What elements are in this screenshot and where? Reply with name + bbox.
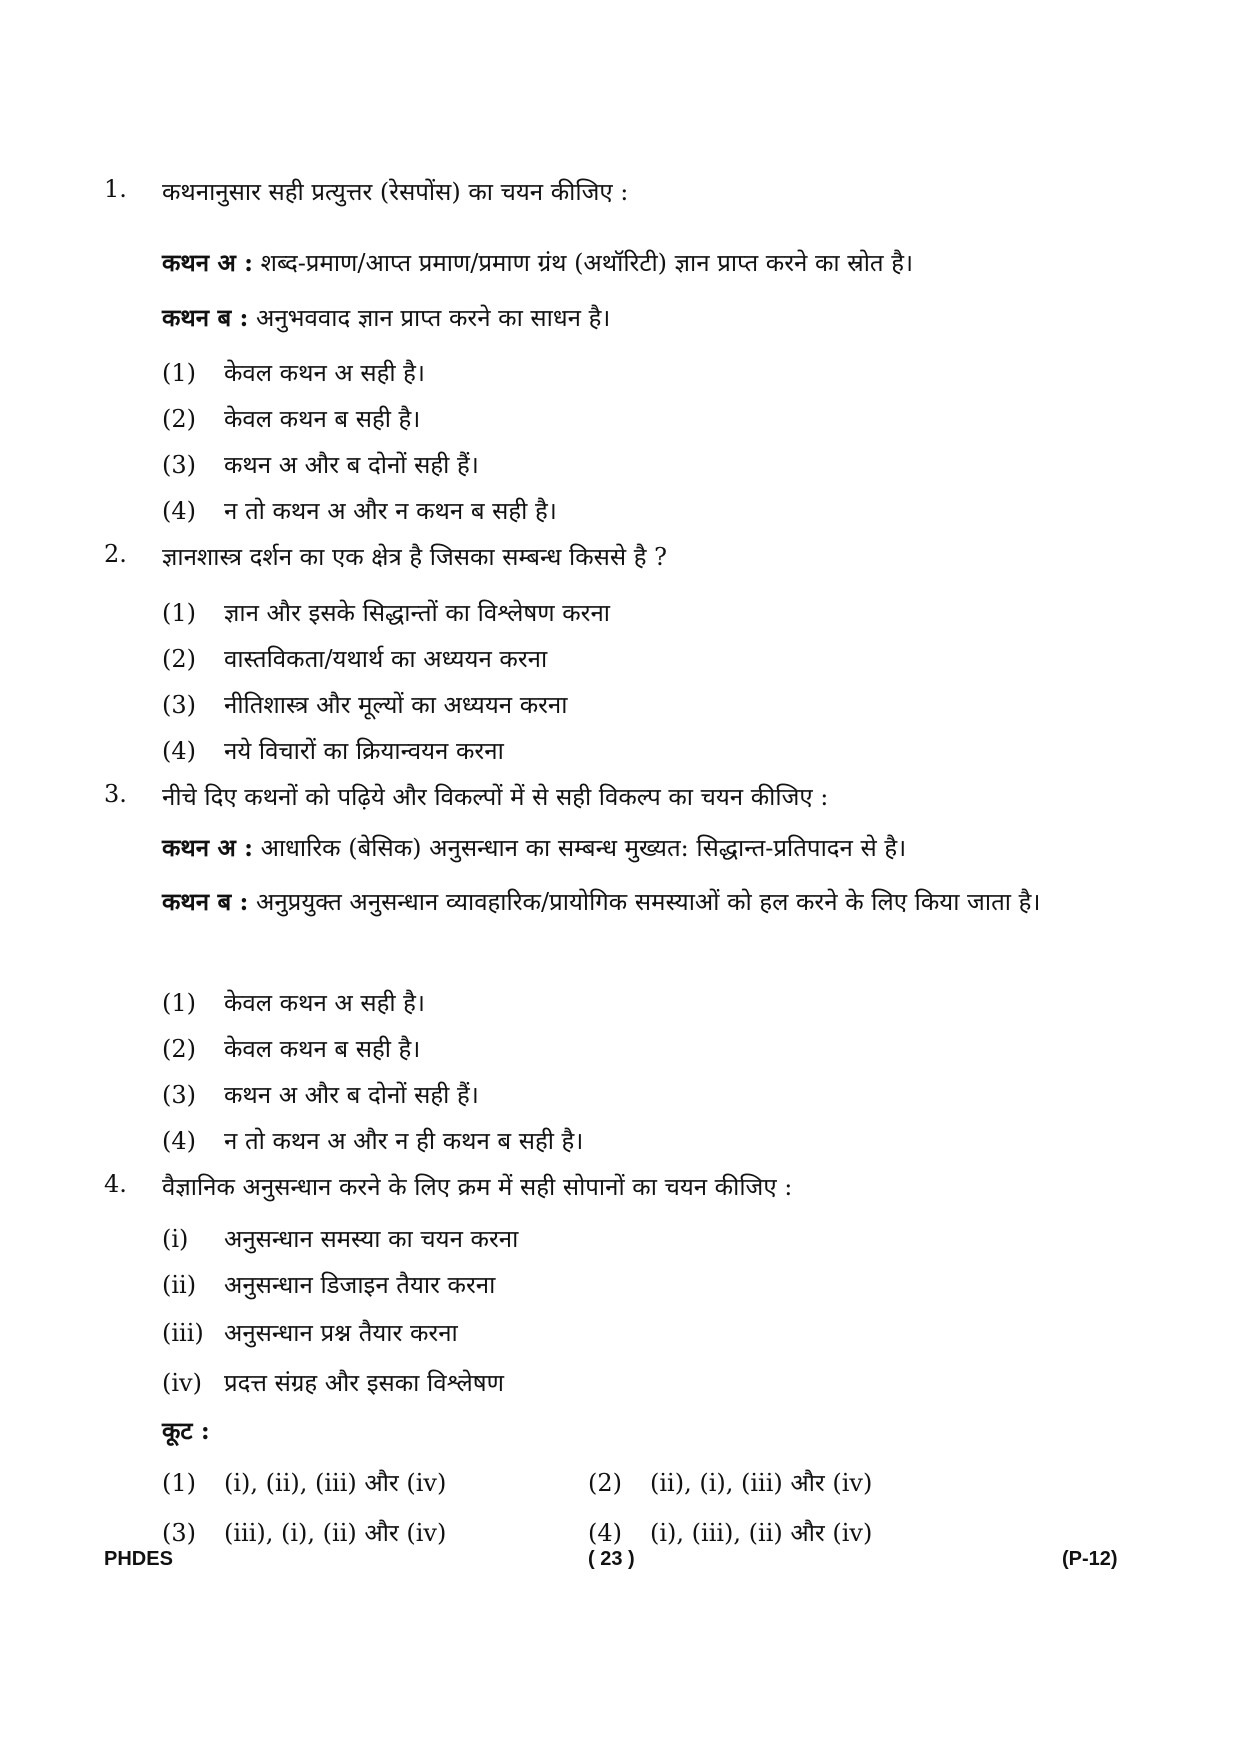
code-option-1 <box>162 1466 446 1499</box>
option-text: (i), (ii), (iii) और (iv) <box>224 1469 447 1497</box>
option-3 <box>162 1078 479 1111</box>
step-i <box>162 1222 518 1255</box>
step-iv <box>162 1366 504 1399</box>
option-text: (iii), (i), (ii) और (iv) <box>224 1519 447 1547</box>
option-text: केवल कथन ब सही है। <box>224 1035 421 1063</box>
question-number: 1. <box>104 175 127 203</box>
statement-label: कथन ब : <box>162 303 249 332</box>
statement-b <box>162 296 1137 340</box>
option-text: (ii), (i), (iii) और (iv) <box>650 1469 873 1497</box>
option-number: (4) <box>162 737 196 765</box>
statement-b <box>162 880 1137 924</box>
step-text: अनुसन्धान डिजाइन तैयार करना <box>224 1271 496 1299</box>
option-text: केवल कथन अ सही है। <box>224 359 426 387</box>
option-number: (2) <box>162 645 196 673</box>
code-option-3 <box>162 1516 446 1549</box>
option-number: (4) <box>162 497 196 525</box>
option-number: (4) <box>588 1519 622 1547</box>
option-number: (1) <box>162 1469 196 1497</box>
option-text: कथन अ और ब दोनों सही हैं। <box>224 1081 479 1109</box>
statement-label: कथन अ : <box>162 248 253 277</box>
statement-label: कथन अ : <box>162 833 253 862</box>
statement-text: अनुभववाद ज्ञान प्राप्त करने का साधन है। <box>256 304 611 332</box>
code-label: कूट : <box>162 1416 210 1445</box>
option-text: वास्तविकता/यथार्थ का अध्ययन करना <box>224 645 548 673</box>
option-text: ज्ञान और इसके सिद्धान्तों का विश्लेषण करना <box>224 599 610 627</box>
option-2 <box>162 642 547 675</box>
option-1 <box>162 986 425 1019</box>
option-number: (2) <box>162 405 196 433</box>
option-number: (3) <box>162 1081 196 1109</box>
question-text: नीचे दिए कथनों को पढ़िये और विकल्पों में से सही विकल्प का चयन कीजिए : <box>162 783 829 811</box>
option-1 <box>162 596 610 629</box>
statement-a <box>162 241 1137 285</box>
option-4 <box>162 1124 583 1157</box>
option-text: न तो कथन अ और न कथन ब सही है। <box>224 497 557 525</box>
option-text: नीतिशास्त्र और मूल्यों का अध्ययन करना <box>224 691 568 719</box>
option-number: (2) <box>588 1469 622 1497</box>
page-number: ( 23 ) <box>588 1548 635 1570</box>
option-4 <box>162 494 557 527</box>
step-number: (i) <box>162 1225 189 1253</box>
option-number: (1) <box>162 599 196 627</box>
code-option-2 <box>588 1466 872 1499</box>
option-text: (i), (iii), (ii) और (iv) <box>650 1519 873 1547</box>
statement-text: अनुप्रयुक्त अनुसन्धान व्यावहारिक/प्रायोगिक समस्याओं को हल करने के लिए किया जाता है। <box>256 888 1041 916</box>
statement-text: आधारिक (बेसिक) अनुसन्धान का सम्बन्ध मुख्यत: सिद्धान्त-प्रतिपादन से है। <box>260 834 907 862</box>
step-text: प्रदत्त संग्रह और इसका विश्लेषण <box>224 1369 504 1397</box>
statement-text: शब्द-प्रमाण/आप्त प्रमाण/प्रमाण ग्रंथ (अथॉरिटी) ज्ञान प्राप्त करने का स्रोत है। <box>260 249 914 277</box>
step-number: (iv) <box>162 1369 202 1397</box>
question-number: 3. <box>104 780 127 808</box>
option-2 <box>162 402 420 435</box>
code-option-4 <box>588 1516 872 1549</box>
step-number: (ii) <box>162 1271 197 1299</box>
step-text: अनुसन्धान प्रश्न तैयार करना <box>224 1319 458 1347</box>
option-text: कथन अ और ब दोनों सही हैं। <box>224 451 479 479</box>
option-text: न तो कथन अ और न ही कथन ब सही है। <box>224 1127 584 1155</box>
statement-label: कथन ब : <box>162 887 249 916</box>
option-text: नये विचारों का क्रियान्वयन करना <box>224 737 504 765</box>
option-text: केवल कथन ब सही है। <box>224 405 421 433</box>
footer-code: PHDES <box>104 1548 173 1570</box>
option-number: (2) <box>162 1035 196 1063</box>
question-text: कथनानुसार सही प्रत्युत्तर (रेसपोंस) का चयन कीजिए : <box>162 178 629 206</box>
question-text: वैज्ञानिक अनुसन्धान करने के लिए क्रम में सही सोपानों का चयन कीजिए : <box>162 1173 793 1201</box>
question-number: 2. <box>104 540 127 568</box>
option-2 <box>162 1032 420 1065</box>
option-number: (1) <box>162 359 196 387</box>
step-number: (iii) <box>162 1319 204 1347</box>
question-text: ज्ञानशास्त्र दर्शन का एक क्षेत्र है जिसका सम्बन्ध किससे है ? <box>162 543 668 571</box>
option-number: (1) <box>162 989 196 1017</box>
step-text: अनुसन्धान समस्या का चयन करना <box>224 1225 519 1253</box>
step-iii <box>162 1316 458 1349</box>
question-number: 4. <box>104 1170 127 1198</box>
option-1 <box>162 356 425 389</box>
option-number: (3) <box>162 1519 196 1547</box>
footer-series: (P-12) <box>1062 1548 1118 1570</box>
step-ii <box>162 1268 495 1301</box>
option-text: केवल कथन अ सही है। <box>224 989 426 1017</box>
option-number: (3) <box>162 451 196 479</box>
option-number: (4) <box>162 1127 196 1155</box>
option-3 <box>162 688 567 721</box>
option-4 <box>162 734 504 767</box>
option-number: (3) <box>162 691 196 719</box>
statement-a <box>162 826 1137 870</box>
option-3 <box>162 448 479 481</box>
